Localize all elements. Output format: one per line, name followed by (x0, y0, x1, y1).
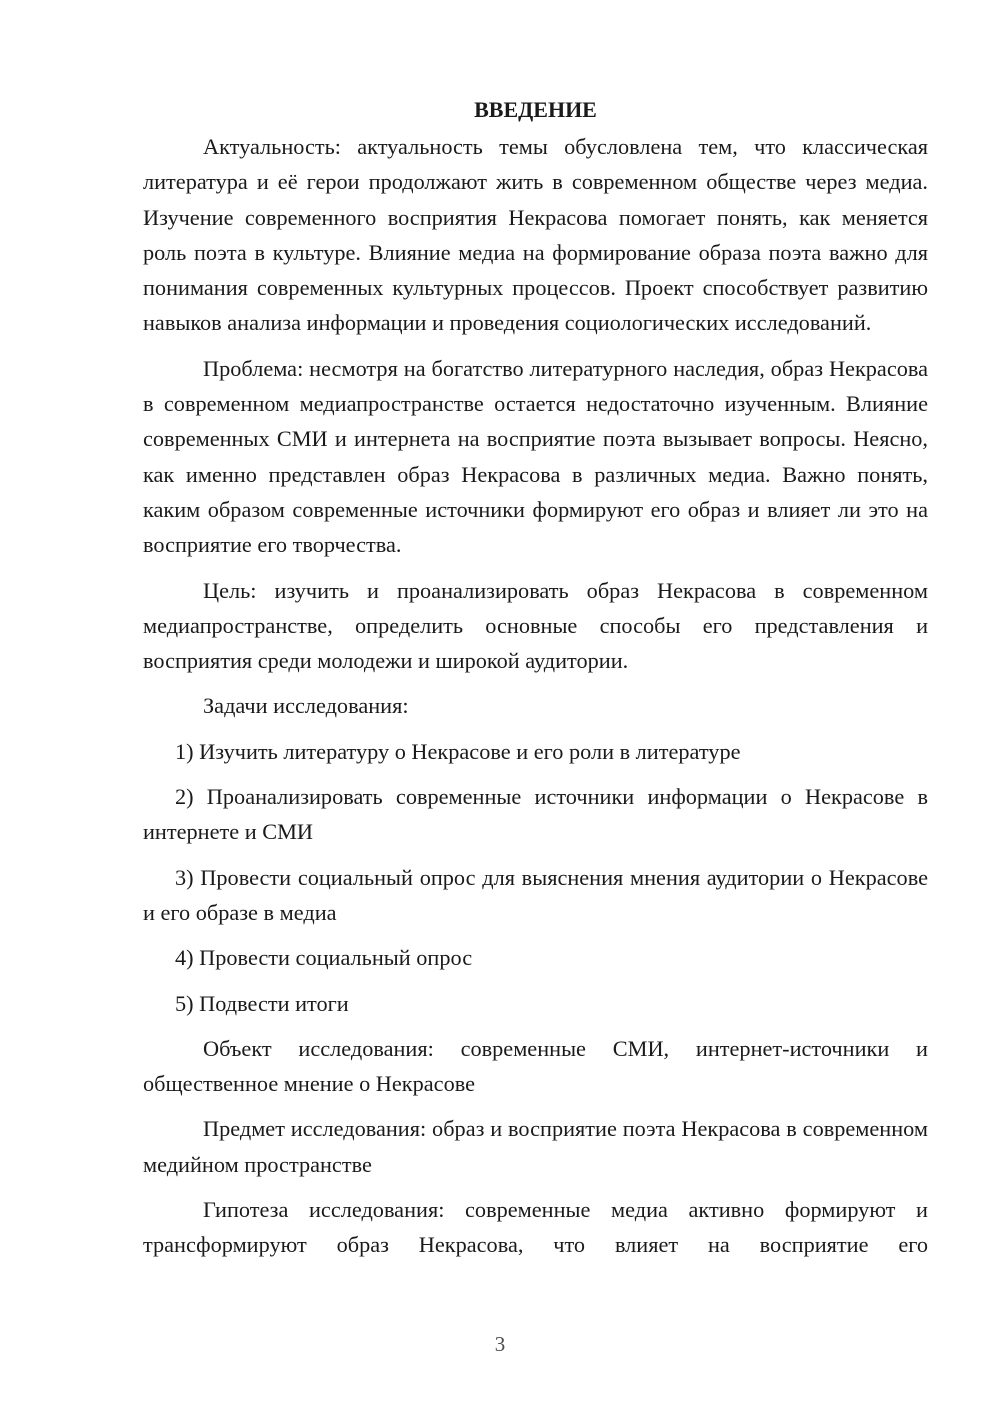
subject-paragraph: Предмет исследования: образ и восприятие поэта Некрасова в современном медийном пространстве (143, 1116, 928, 1177)
document-page (143, 92, 928, 1263)
goal-paragraph: Цель: изучить и проанализировать образ Некрасова в современном медиапространстве, определить основные способы его представления и восприятия среди молодежи и широкой аудитории. (143, 577, 928, 674)
problem-paragraph: Проблема: несмотря на богатство литературного наследия, образ Некрасова в современном медиапространстве остается недостаточно изученным. Влияние современных СМИ и интернета на восприятие поэта вызывает вопросы. Неясно, как именно представлен образ Некрасова в различных медиа. Важно понять, каким образом современные источники формируют его образ и влияет ли это на восприятие его творчества. (143, 355, 928, 558)
task-item-5: 5) Подвести итоги (175, 990, 349, 1016)
hypothesis-paragraph: Гипотеза исследования: современные медиа активно формируют и трансформируют образ Некрасова, что влияет на восприятие его (143, 1197, 928, 1258)
page-title: ВВЕДЕНИЕ (474, 97, 597, 122)
page-number: 3 (494, 1332, 506, 1356)
task-item-3: 3) Провести социальный опрос для выяснения мнения аудитории о Некрасове и его образе в медиа (143, 864, 928, 925)
task-item-4: 4) Провести социальный опрос (175, 945, 473, 971)
task-item-1: 1) Изучить литературу о Некрасове и его роли в литературе (175, 738, 741, 764)
object-paragraph: Объект исследования: современные СМИ, интернет-источники и общественное мнение о Некрасове (143, 1035, 928, 1097)
relevance-paragraph: Актуальность: актуальность темы обусловлена тем, что классическая литература и её герои продолжают жить в современном обществе через медиа. Изучение современного восприятия Некрасова помогает понять, как меняется роль поэта в культуре. Влияние медиа на формирование образа поэта важно для понимания современных культурных процессов. Проект способствует развитию навыков анализа информации и проведения социологических исследований. (143, 134, 928, 336)
tasks-heading: Задачи исследования: (203, 693, 409, 719)
task-item-2: 2) Проанализировать современные источники информации о Некрасове в интернете и СМИ (143, 784, 928, 845)
